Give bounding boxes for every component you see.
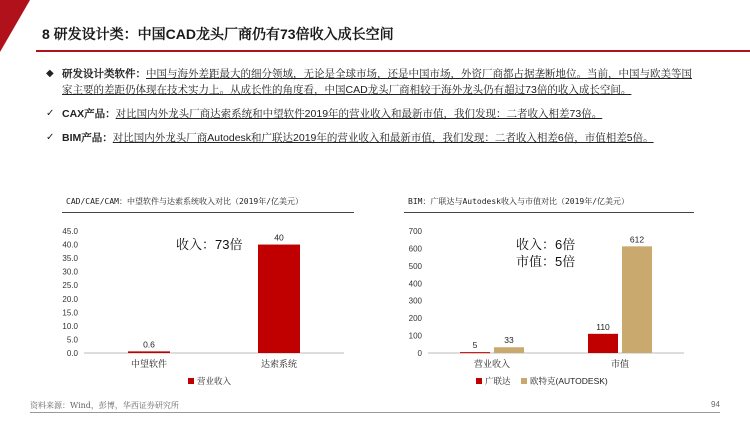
data-label: 33 bbox=[504, 335, 514, 346]
y-tick-label: 700 bbox=[408, 227, 422, 236]
chart-title-bar bbox=[404, 190, 694, 213]
y-tick-label: 20.0 bbox=[62, 294, 78, 304]
bullet-rnd-software bbox=[46, 66, 696, 98]
bar-广联达 bbox=[460, 352, 490, 353]
y-tick-label: 5.0 bbox=[66, 335, 78, 345]
legend-swatch bbox=[476, 378, 482, 384]
chart-bim-revenue-marketcap bbox=[404, 190, 694, 413]
x-tick-label: 营业收入 bbox=[473, 359, 511, 369]
legend-label: 欧特克(AUTODESK) bbox=[530, 376, 608, 386]
legend-label: 广联达 bbox=[485, 376, 511, 386]
bullet-text: 中国与海外差距最大的细分领域，无论是全球市场，还是中国市场，外资厂商都占据垄断地位。当前，中国与欧美等国家主要的差距仍体现在技术实力上。从成长性的角度看，中国CAD龙头厂商相较于海外龙头仍有超过73倍的收入成长空间。 bbox=[62, 68, 692, 96]
chart-cad-revenue bbox=[62, 190, 354, 413]
source-note: 资料来源：Wind，彭博，华西证券研究所 bbox=[30, 401, 179, 410]
revenue-ratio-callout: 收入：73倍 bbox=[176, 237, 243, 252]
y-tick-label: 40.0 bbox=[62, 240, 78, 250]
data-label: 0.6 bbox=[143, 339, 155, 350]
y-tick-label: 200 bbox=[408, 314, 422, 324]
chart-title: CAD/CAE/CAM：中望软件与达索系统收入对比（2019年/亿美元） bbox=[66, 197, 304, 206]
y-tick-label: 100 bbox=[408, 331, 422, 341]
y-tick-label: 500 bbox=[408, 261, 422, 271]
x-tick-label: 中望软件 bbox=[130, 359, 168, 369]
y-tick-label: 45.0 bbox=[62, 227, 78, 236]
data-label: 110 bbox=[596, 321, 610, 332]
bullet-bim bbox=[46, 130, 696, 146]
bar-欧特克(AUTODESK) bbox=[622, 246, 652, 353]
legend-swatch bbox=[521, 378, 527, 384]
bar-营业收入 bbox=[128, 351, 170, 353]
page-title: 8 研发设计类：中国CAD龙头厂商仍有73倍收入成长空间 bbox=[42, 26, 394, 42]
y-tick-label: 300 bbox=[408, 296, 422, 306]
page-number: 94 bbox=[711, 400, 720, 409]
chart-title-bar bbox=[62, 190, 354, 213]
data-label: 5 bbox=[472, 340, 478, 351]
y-tick-label: 0 bbox=[417, 349, 422, 358]
x-tick-label: 达索系统 bbox=[260, 359, 298, 369]
bullet-cax bbox=[46, 106, 696, 122]
y-tick-label: 400 bbox=[408, 279, 422, 289]
bullet-head: 研发设计类软件： bbox=[62, 68, 146, 80]
revenue-ratio-callout: 收入：6倍 bbox=[516, 237, 576, 252]
x-tick-label: 市值 bbox=[610, 359, 630, 369]
corner-decoration-icon bbox=[0, 0, 30, 52]
bar-欧特克(AUTODESK) bbox=[494, 347, 524, 353]
bullet-head: CAX产品： bbox=[62, 108, 116, 120]
footer-divider bbox=[30, 412, 720, 413]
bullet-text: 对比国内外龙头厂商Autodesk和广联达2019年的营业收入和最新市值，我们发现：二者收入相差6倍，市值相差5倍。 bbox=[112, 132, 654, 144]
check-bullet-icon: ✓ bbox=[46, 132, 55, 143]
data-label: 40 bbox=[274, 232, 284, 243]
bar-广联达 bbox=[588, 334, 618, 353]
y-tick-label: 15.0 bbox=[62, 308, 78, 318]
check-bullet-icon: ✓ bbox=[46, 108, 55, 119]
chart-title: BIM：广联达与Autodesk收入与市值对比（2019年/亿美元） bbox=[408, 197, 630, 206]
legend-swatch bbox=[188, 378, 194, 384]
ratio-callout bbox=[516, 236, 575, 270]
legend-label: 营业收入 bbox=[197, 376, 232, 386]
diamond-bullet-icon: ◆ bbox=[46, 68, 54, 79]
bullet-text: 对比国内外龙头厂商达索系统和中望软件2019年的营业收入和最新市值，我们发现：二者收入相差73倍。 bbox=[115, 108, 603, 120]
bar-营业收入 bbox=[258, 245, 300, 353]
marketcap-ratio-callout: 市值：5倍 bbox=[516, 254, 576, 269]
y-tick-label: 10.0 bbox=[62, 321, 78, 331]
bullet-list bbox=[46, 66, 696, 154]
data-label: 612 bbox=[629, 234, 645, 245]
bullet-head: BIM产品： bbox=[62, 132, 113, 144]
y-tick-label: 600 bbox=[408, 244, 422, 254]
title-bar bbox=[36, 20, 750, 52]
y-tick-label: 35.0 bbox=[62, 254, 78, 264]
y-tick-label: 30.0 bbox=[62, 267, 78, 277]
y-tick-label: 25.0 bbox=[62, 281, 78, 291]
y-tick-label: 0.0 bbox=[66, 349, 78, 358]
